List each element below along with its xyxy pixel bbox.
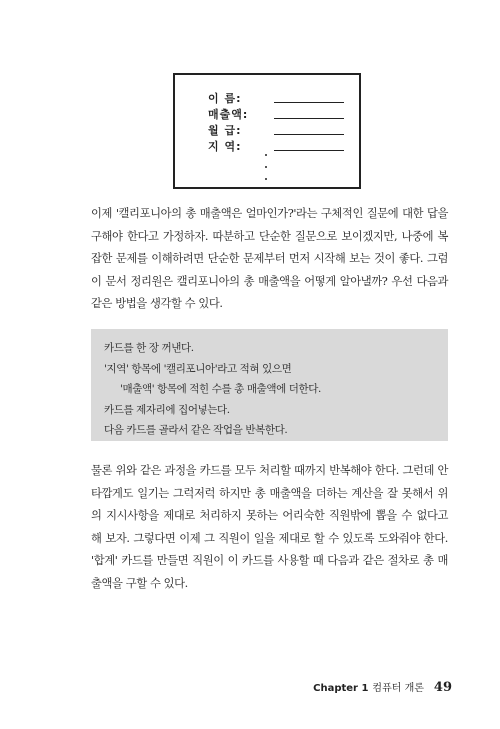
card-field-salary	[208, 122, 344, 138]
footer-section: 컴퓨터 개론	[372, 683, 424, 694]
footer-chapter: Chapter 1	[313, 683, 369, 694]
ellipsis-dot	[265, 178, 267, 180]
card-field-name	[208, 90, 344, 106]
card-field-label: 지 역:	[208, 140, 242, 153]
ellipsis-dot	[265, 166, 267, 168]
body-paragraph-1: 이제 '캘리포니아의 총 매출액은 얼마인가?'라는 구체적인 질문에 대한 답을 구해야 한다고 가정하자. 따분하고 단순한 질문으로 보이겠지만, 나중에 복잡한 문제를 이해하려면 단순한 문제부터 먼저 시작해 보는 것이 좋다. 그럼 이 문서 정리원은 캘리포니아의 총 매출액을 어떻게 알아낼까? 우선 다음과 같은 방법을 생각할 수 있다.	[91, 207, 448, 310]
card-field-blank	[274, 110, 344, 119]
body-paragraph-2: 물론 위와 같은 과정을 카드를 모두 처리할 때까지 반복해야 한다. 그런데 안타깝게도 일기는 그럭저럭 하지만 총 매출액을 더하는 계산을 잘 못해서 위의 지시사항을 제대로 처리하지 못하는 어리숙한 직원밖에 뽑을 수 없다고 해 보자. 그렇다면 이제 그 직원이 일을 제대로 할 수 있도록 도와줘야 한다. '합계' 카드를 만들면 직원이 이 카드를 사용할 때 다음과 같은 절차로 총 매출액을 구할 수 있다.	[91, 464, 448, 590]
card-field-label: 이 름:	[208, 92, 242, 105]
page-number: 49	[433, 680, 452, 695]
procedure-step: 다음 카드를 골라서 같은 작업을 반복한다.	[104, 424, 288, 437]
card-field-blank	[274, 126, 344, 135]
procedure-step: 카드를 제자리에 집어넣는다.	[104, 403, 230, 416]
procedure-step: '매출액' 항목에 적힌 수를 총 매출액에 더한다.	[120, 383, 321, 396]
card-field-sales	[208, 106, 344, 122]
procedure-box	[91, 329, 448, 441]
procedure-step: '지역' 항목에 '캘리포니아'라고 적혀 있으면	[104, 362, 292, 375]
ellipsis-dot	[265, 154, 267, 156]
procedure-step: 카드를 한 장 꺼낸다.	[104, 342, 194, 354]
record-card-illustration	[173, 73, 361, 189]
card-field-label: 매출액:	[208, 108, 249, 121]
card-field-blank	[274, 94, 344, 103]
page-footer	[313, 679, 452, 695]
card-field-label: 월 급:	[208, 124, 242, 137]
card-field-blank	[274, 142, 344, 151]
card-field-region	[208, 138, 344, 154]
